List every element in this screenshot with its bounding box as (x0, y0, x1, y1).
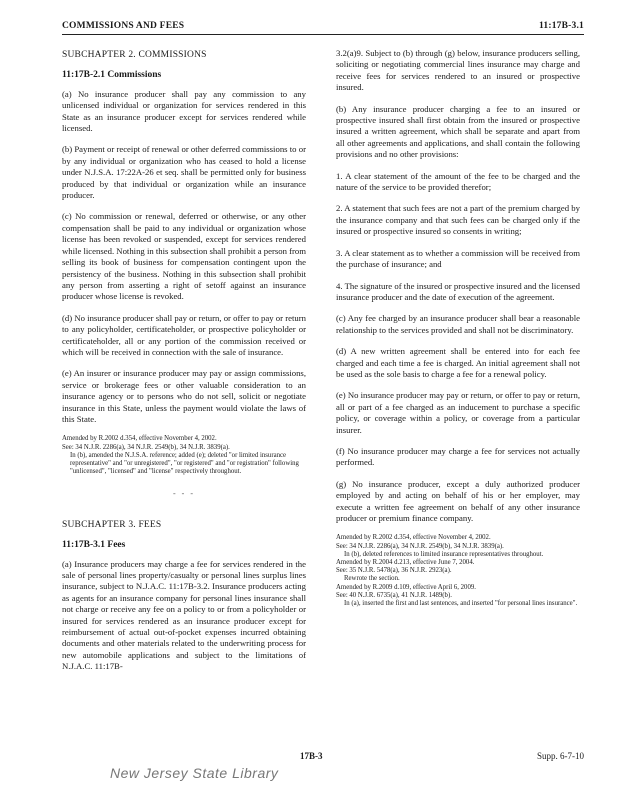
history-line: Amended by R.2002 d.354, effective November 4, 2002. (336, 534, 491, 542)
section-heading: 11:17B-2.1 Commissions (62, 70, 162, 81)
history-note (62, 435, 306, 476)
paragraph: (a) No insurance producer shall pay any commission to any unlicensed individual or organization for services rendered in this State as an insurance producer except for services rendered while licensed. (62, 88, 306, 134)
history-line: In (b), amended the N.J.S.A. reference; added (e); deleted "or limited insurance representative" and "or unregistered", "or registered" and "or registration" following "unlicensed", "licensed" and "license" respectively throughout. (70, 451, 299, 476)
history-line: See: 35 N.J.R. 5478(a), 36 N.J.R. 2923(a). (336, 567, 452, 575)
history-line: In (b), deleted references to limited insurance representatives throughout. (344, 550, 544, 558)
subchapter-heading: SUBCHAPTER 3. FEES (62, 519, 162, 530)
left-column (62, 50, 306, 683)
history-line: See: 34 N.J.R. 2286(a), 34 N.J.R. 2549(b), 34 N.J.R. 3839(a). (336, 542, 504, 550)
right-column (336, 48, 580, 620)
paragraph: (e) An insurer or insurance producer may pay or assign commissions, service or brokerage fees or other valuable consideration to an insurance agency or to persons who do not sell, solicit or negotiate insurance in this State, unless the payment would violate the laws of this State. (62, 368, 306, 424)
header-title: COMMISSIONS AND FEES (62, 21, 185, 31)
page-number: 17B-3 (300, 751, 323, 761)
library-stamp: New Jersey State Library (110, 765, 279, 781)
paragraph: (d) A new written agreement shall be entered into for each fee charged and each time a fee is charged. An initial agreement shall not be used as the sole basis to charge a fee for a renewal policy. (336, 346, 580, 379)
history-line: Amended by R.2009 d.109, effective April 6, 2009. (336, 583, 476, 591)
header-rule (62, 34, 584, 35)
history-line: Amended by R.2002 d.354, effective November 4, 2002. (62, 435, 217, 443)
header-section-number: 11:17B-3.1 (538, 21, 584, 31)
list-item: 3. A clear statement as to whether a commission will be received from the purchase of insurance; and (336, 247, 580, 270)
list-item: 2. A statement that such fees are not a part of the premium charged by the insurance company and that such fees can be charged only if the insured or prospective insured so consents in writing; (336, 203, 580, 237)
paragraph: (a) Insurance producers may charge a fee for services rendered in the sale of personal lines property/casualty or personal lines surplus lines insurance, subject to N.J.A.C. 11:17B-3.2. Insurance producers acting as agents for an insurance company for personal lines insurance shall not charge or receive any fee on a policy to or from a policyholder or insured for services rendered as an insurance producer except for reimbursement of actual out-of-pocket expenses incurred obtaining documents and other materials related to the underwriting process for new automobile applications and subject to the limitations of N.J.A.C. 11:17B- (62, 558, 306, 672)
list-item: 4. The signature of the insured or prospective insured and the licensed insurance producer and the date of execution of the agreement. (336, 280, 580, 302)
history-line: See: 40 N.J.R. 6735(a), 41 N.J.R. 1489(b). (336, 591, 452, 599)
paragraph: (b) Any insurance producer charging a fee to an insured or prospective insured shall first obtain from the insured or prospective insured a written agreement, which shall be separate and apart from all other agreements and applications, and shall contain the following provisions and no other provisions: (336, 103, 580, 160)
supplement-date: Supp. 6-7-10 (537, 751, 584, 761)
history-line: Rewrote the section. (344, 575, 400, 583)
subchapter-heading: SUBCHAPTER 2. COMMISSIONS (62, 50, 207, 60)
history-line: In (a), inserted the first and last sentences, and inserted "for personal lines insurance". (344, 600, 578, 608)
paragraph: (f) No insurance producer may charge a fee for services not actually performed. (336, 445, 580, 468)
history-note (336, 534, 580, 608)
list-item: 1. A clear statement of the amount of the fee to be charged and the nature of the service to be provided therefor; (336, 170, 580, 193)
paragraph: (b) Payment or receipt of renewal or other deferred commissions to or by any individual or organization who has ceased to hold a license under N.J.S.A. 17:22A-26 et seq. shall be permitted only for business produced by that individual or organization while an insurance producer. (62, 144, 306, 201)
paragraph: (e) No insurance producer may pay or return, or offer to pay or return, all or part of a fee charged as an inducement to purchase a specific policy, or coverage within a policy, or coverage from a particular insurer. (336, 390, 580, 435)
paragraph: (g) No insurance producer, except a duly authorized producer employed by and acting on behalf of his or her employer, may execute a written fee agreement on behalf of any other insurance producer or premium finance company. (336, 478, 580, 523)
paragraph: (d) No insurance producer shall pay or return, or offer to pay or return to any policyholder, certificateholder, or prospective policyholder or certificateholder, all or any portion of the commission received or which will be received in connection with the sale of insurance. (62, 312, 306, 357)
paragraph: 3.2(a)9. Subject to (b) through (g) below, insurance producers selling, soliciting or negotiating commercial lines insurance may charge and receive fees for services rendered to an insured or prospective insured. (336, 48, 580, 93)
history-line: See: 34 N.J.R. 2286(a), 34 N.J.R. 2549(b), 34 N.J.R. 3839(a). (62, 443, 230, 451)
paragraph: (c) Any fee charged by an insurance producer shall bear a reasonable relationship to the services provided and shall not be discriminatory. (336, 313, 580, 335)
paragraph: (c) No commission or renewal, deferred or otherwise, or any other compensation shall be paid to any individual or organization whose license has been revoked or suspended, except for services rendered while licensed. Nothing in this subsection shall prohibit a person from selling its book of business for compensation contingent upon the persistency of the business. Nothing in this subsection shall prohibit any person from asserting a right of setoff against an insurance producer whose license is revoked. (62, 211, 306, 302)
section-separator: - - - (173, 489, 195, 499)
history-line: Amended by R.2004 d.213, effective June 7, 2004. (336, 559, 475, 567)
section-heading: 11:17B-3.1 Fees (62, 540, 126, 551)
